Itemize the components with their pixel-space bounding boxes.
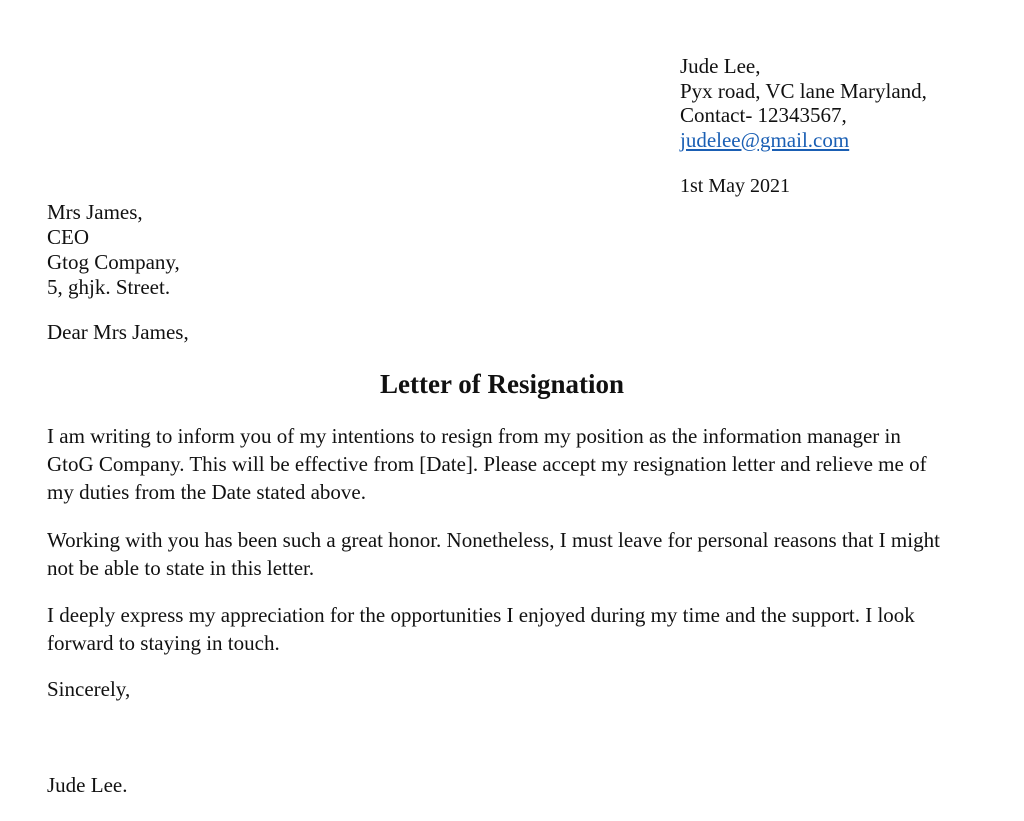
body-paragraph-2: Working with you has been such a great honor. Nonetheless, I must leave for personal reasons that I might not be able to state in this letter.: [47, 528, 940, 580]
closing: Sincerely,: [47, 677, 131, 701]
recipient-company: Gtog Company,: [47, 250, 180, 274]
recipient-street: 5, ghjk. Street.: [47, 275, 171, 299]
sender-address: Pyx road, VC lane Maryland,: [680, 78, 927, 103]
letter-date: 1st May 2021: [680, 175, 790, 197]
sender-contact: Contact- 12343567,: [680, 103, 847, 127]
recipient-name: Mrs James,: [47, 200, 143, 224]
sender-email-link[interactable]: judelee@gmail.com: [680, 127, 850, 152]
sender-name: Jude Lee,: [680, 54, 761, 78]
signature-name: Jude Lee.: [47, 773, 128, 797]
sender-address-block: [680, 54, 927, 152]
salutation: Dear Mrs James,: [47, 320, 189, 344]
letter-title: Letter of Resignation: [380, 369, 624, 399]
recipient-title: CEO: [47, 225, 89, 249]
body-paragraph-3: I deeply express my appreciation for the opportunities I enjoyed during my time and the support. I look forward to staying in touch.: [47, 603, 915, 655]
body-paragraph-1: I am writing to inform you of my intentions to resign from my position as the information manager in GtoG Company. This will be effective from [Date]. Please accept my resignation letter and relieve me of my duties from the Date stated above.: [47, 424, 927, 504]
recipient-address-block: [47, 200, 180, 300]
